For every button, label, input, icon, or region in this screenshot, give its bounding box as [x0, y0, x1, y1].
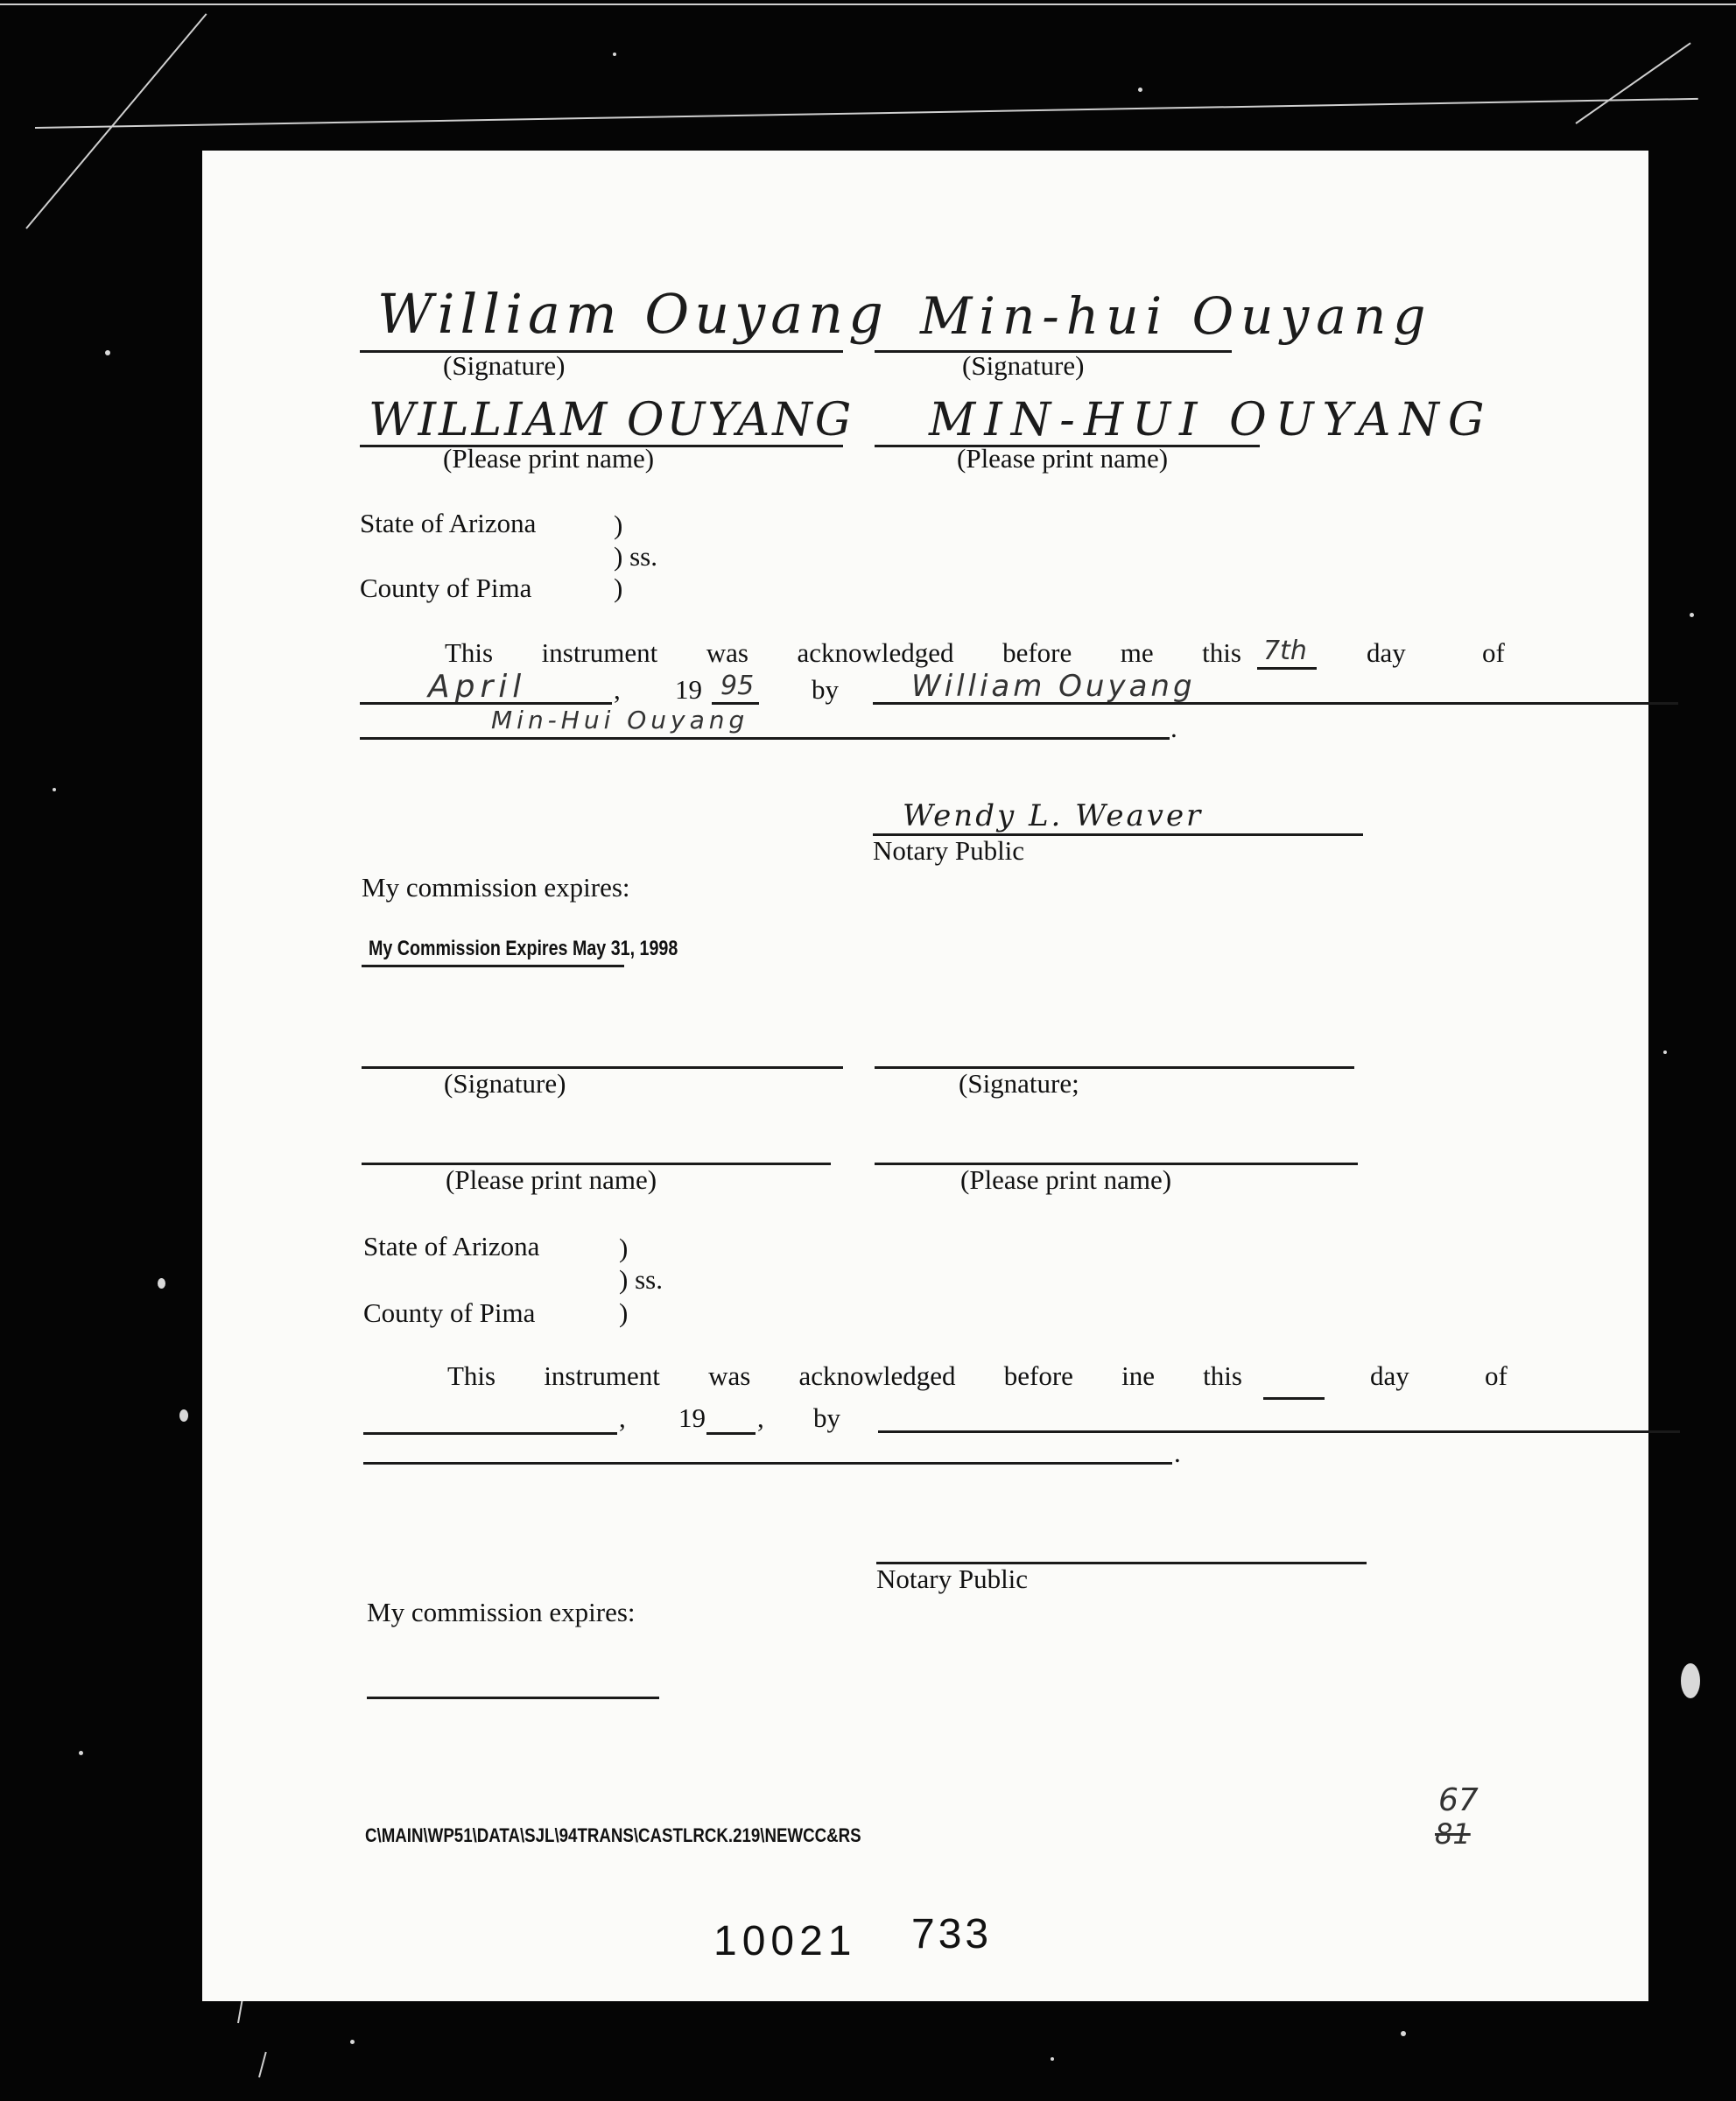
day-line — [1257, 667, 1317, 670]
scan-speck — [1663, 1050, 1667, 1054]
month-value: April — [428, 669, 527, 705]
document-number: 10021 — [713, 1918, 857, 1964]
ack-word: this — [1202, 637, 1241, 668]
document-page — [202, 151, 1648, 2001]
ack-word: acknowledged — [797, 637, 954, 668]
signer1-print-label: (Please print name) — [443, 443, 655, 474]
signer2-signature-label: (Signature) — [962, 350, 1085, 381]
county-label: County of Pima — [360, 573, 532, 603]
ack-word: ine — [1121, 1360, 1155, 1391]
county-paren: ) — [614, 573, 623, 603]
year-comma-2: , — [757, 1402, 764, 1433]
ack-word: was — [708, 1360, 751, 1391]
scan-speck — [79, 1751, 83, 1755]
page-reference: 733 — [911, 1911, 993, 1957]
county-label-2: County of Pima — [363, 1297, 536, 1328]
by-label: by — [812, 674, 839, 705]
signer2-printed-name: MIN-HUI OUYANG — [929, 394, 1494, 446]
day-label-2: day — [1370, 1360, 1409, 1391]
ack-word: This — [445, 637, 494, 668]
scan-scratch — [0, 4, 1736, 5]
month-line-2[interactable] — [363, 1432, 617, 1435]
year-line — [712, 702, 759, 705]
scan-speck — [158, 1278, 165, 1289]
scan-scratch — [258, 2052, 267, 2077]
day-value: 7th — [1263, 636, 1307, 666]
by-line — [873, 702, 1678, 705]
ack-word: instrument — [544, 1360, 660, 1391]
day-line-2[interactable] — [1263, 1397, 1325, 1400]
scan-speck — [350, 2040, 355, 2044]
of-label-2: of — [1485, 1360, 1508, 1391]
scan-speck — [1401, 2031, 1406, 2036]
signer1-signature-label: (Signature) — [443, 350, 566, 381]
by-period-2: . — [1174, 1437, 1181, 1468]
year-value: 95 — [720, 671, 755, 701]
scan-speck — [1138, 88, 1142, 92]
scan-scratch — [1575, 42, 1690, 123]
commission-label: My commission expires: — [362, 872, 630, 903]
state-paren-2: ) — [619, 1233, 629, 1263]
by-second-line-2[interactable] — [363, 1462, 1172, 1465]
signer2-signature: Min-hui Ouyang — [920, 286, 1433, 346]
acknowledgment-sentence-2 — [447, 1360, 1242, 1392]
ss-label: ) ss. — [614, 541, 657, 572]
by-period: . — [1170, 713, 1177, 743]
scan-speck — [105, 350, 110, 355]
day-label: day — [1367, 637, 1406, 668]
by-line-2b[interactable] — [878, 1430, 1680, 1433]
notary-public-label-2: Notary Public — [876, 1563, 1029, 1594]
notary-public-label: Notary Public — [873, 835, 1025, 866]
signer4-print-label: (Please print name) — [960, 1164, 1172, 1195]
by-value: William Ouyang — [911, 669, 1196, 704]
ss-label-2: ) ss. — [619, 1264, 663, 1295]
notary-signature: Wendy L. Weaver — [903, 798, 1204, 833]
ack-word: This — [447, 1360, 496, 1391]
signer1-signature: William Ouyang — [377, 282, 889, 346]
scan-speck — [53, 788, 56, 791]
scan-scratch — [35, 98, 1698, 129]
signer1-printed-name: WILLIAM OUYANG — [369, 394, 854, 446]
ack-word: was — [706, 637, 749, 668]
scan-speck — [613, 53, 616, 56]
commission-stamp: My Commission Expires May 31, 1998 — [369, 937, 678, 960]
scan-scratch — [25, 13, 207, 228]
ack-word: me — [1120, 637, 1154, 668]
scan-speck — [1681, 1663, 1700, 1698]
of-label: of — [1482, 637, 1505, 668]
year-line-2[interactable] — [706, 1432, 756, 1435]
signer2-print-label: (Please print name) — [957, 443, 1169, 474]
by-label-2: by — [813, 1402, 840, 1433]
by-line-2 — [360, 737, 1170, 740]
scan-speck — [1051, 2057, 1054, 2061]
acknowledgment-sentence — [445, 637, 1241, 669]
state-label: State of Arizona — [360, 508, 537, 538]
ack-word: this — [1203, 1360, 1242, 1391]
commission-line — [362, 965, 624, 967]
scan-speck — [179, 1409, 188, 1422]
file-path: C\MAIN\WP51\DATA\SJL\94TRANS\CASTLRCK.219\NEWCC&RS — [365, 1824, 861, 1846]
ack-word: before — [1002, 637, 1072, 668]
signer4-signature-label: (Signature; — [959, 1068, 1079, 1099]
signer3-signature-label: (Signature) — [444, 1068, 566, 1099]
commission-label-2: My commission expires: — [367, 1597, 636, 1627]
signer1-signature-line — [360, 350, 843, 353]
page-number-struck: 81 — [1435, 1817, 1471, 1851]
commission-line-2[interactable] — [367, 1697, 659, 1699]
signer3-print-label: (Please print name) — [446, 1164, 657, 1195]
ack-word: instrument — [541, 637, 658, 668]
state-paren: ) — [614, 509, 623, 540]
year-prefix: 19 — [675, 674, 702, 705]
county-paren-2: ) — [619, 1297, 629, 1328]
month-line — [360, 702, 612, 705]
state-label-2: State of Arizona — [363, 1231, 540, 1261]
scan-speck — [1690, 613, 1694, 617]
by-value-2: Min-Hui Ouyang — [491, 706, 749, 734]
year-prefix-2: 19 — [678, 1402, 706, 1433]
signer3-signature-line[interactable] — [362, 1066, 843, 1069]
ack-word: acknowledged — [798, 1360, 956, 1391]
month-comma: , — [614, 674, 621, 705]
page-number-handwritten: 67 — [1438, 1782, 1479, 1818]
ack-word: before — [1003, 1360, 1073, 1391]
signer4-signature-line[interactable] — [875, 1066, 1354, 1069]
month-comma-2: , — [619, 1402, 626, 1433]
